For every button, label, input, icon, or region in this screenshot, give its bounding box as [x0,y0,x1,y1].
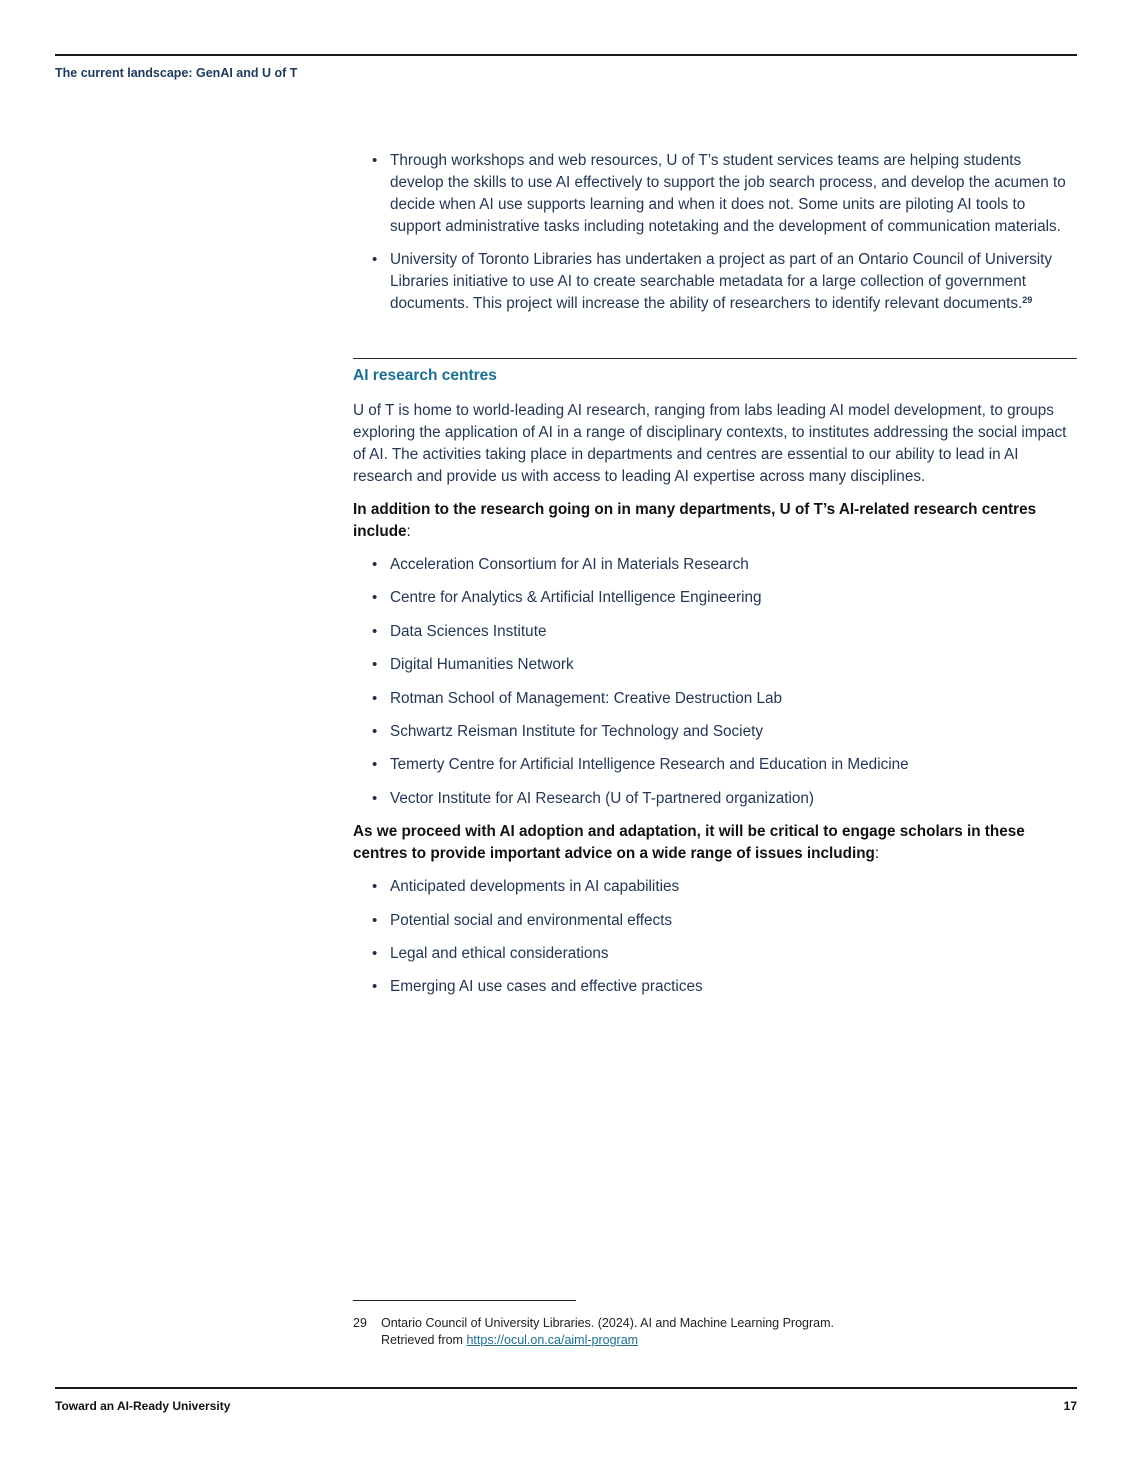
footnote-reference[interactable]: 29 [1022,295,1033,305]
bullet-icon: • [372,789,378,807]
list-item-text: Temerty Centre for Artificial Intelligence Research and Education in Medicine [390,756,909,774]
list-item [353,621,1077,643]
list-item [353,554,1077,576]
list-item-text: Data Sciences Institute [390,622,547,640]
list-item-text: Legal and ethical considerations [390,944,609,962]
colon: : [874,845,880,863]
list-item [353,587,1077,609]
list-item-text: Centre for Analytics & Artificial Intelligence Engineering [390,589,762,607]
list-item-text: University of Toronto Libraries has undertaken a project as part of an Ontario Council of University Libraries initiative to use AI to create searchable metadata for a large collection of government documents. This project will increase the ability of researchers to identify relevant documents. [390,251,1053,312]
bullet-icon: • [372,152,378,169]
list-item [353,249,1077,315]
centres-lead-paragraph [353,499,1077,543]
bullet-icon: • [372,589,378,607]
list-item [353,721,1077,743]
list-item-text: Vector Institute for AI Research (U of T-partnered organization) [390,789,814,807]
bullet-icon: • [372,911,378,929]
top-bullet-section [353,150,1077,326]
list-item-text: Schwartz Reisman Institute for Technology and Society [390,722,763,740]
bullet-icon: • [372,878,378,896]
bullet-icon: • [372,556,378,573]
list-item-text: Acceleration Consortium for AI in Materials Research [390,556,749,573]
running-footer: Toward an AI-Ready University [55,1399,231,1413]
footnote-number: 29 [353,1316,367,1330]
bullet-icon: • [372,756,378,774]
section-body [353,400,1077,1010]
centres-lead-text: In addition to the research going on in many departments, U of T’s AI-related research centres include [353,501,1037,540]
page-number: 17 [1063,1399,1077,1413]
list-item-text: Through workshops and web resources, U of T’s student services teams are helping students develop the skills to use AI effectively to support the job search process, and develop the acumen to decide when AI use supports learning and when it does not. Some units are piloting AI tools to support administrative tasks including notetaking and the development of communication materials. [390,152,1066,235]
footnote-retrieved-line [381,1332,834,1349]
bullet-icon: • [372,656,378,674]
list-item-text: Digital Humanities Network [390,656,574,674]
list-item-text: Rotman School of Management: Creative Destruction Lab [390,689,782,707]
list-item [353,876,1077,898]
colon: : [406,523,411,540]
bullet-icon: • [372,622,378,640]
issues-lead-paragraph [353,821,1077,865]
list-item [353,788,1077,810]
list-item [353,754,1077,776]
centres-list [353,554,1077,810]
list-item-text: Emerging AI use cases and effective practices [390,978,703,996]
section-heading: AI research centres [353,367,497,384]
bullet-icon: • [372,722,378,740]
footnote-retrieved-prefix: Retrieved from [381,1333,463,1347]
footnote-citation: Ontario Council of University Libraries. (2024). AI and Machine Learning Program. [381,1316,834,1330]
bullet-icon: • [372,978,378,996]
list-item [353,150,1077,238]
footnote-link[interactable]: https://ocul.on.ca/aiml-program [466,1333,639,1347]
bullet-icon: • [372,251,378,268]
bullet-icon: • [372,944,378,962]
bullet-icon: • [372,689,378,707]
list-item [353,910,1077,932]
list-item [353,943,1077,965]
list-item-text: Anticipated developments in AI capabilities [390,878,680,896]
list-item-text: Potential social and environmental effects [390,911,673,929]
top-bullet-list [353,150,1077,315]
issues-list [353,876,1077,998]
header-rule [55,54,1077,56]
list-item [353,976,1077,998]
footnote-divider [353,1300,576,1301]
footnote [353,1315,834,1349]
intro-paragraph: U of T is home to world-leading AI research, ranging from labs leading AI model development, to groups exploring the application of AI in a range of disciplinary contexts, to institutes addressing the social impact of AI. The activities taking place in departments and centres are essential to our ability to lead in AI research and provide us with access to leading AI expertise across many disciplines. [353,402,1067,485]
section-divider [353,358,1077,359]
running-header: The current landscape: GenAI and U of T [55,66,298,80]
footer-rule [55,1387,1077,1389]
footnote-body [381,1315,834,1349]
list-item [353,654,1077,676]
issues-lead-text: As we proceed with AI adoption and adaptation, it will be critical to engage scholars in these centres to provide important advice on a wide range of issues including [353,823,1025,863]
list-item [353,688,1077,710]
